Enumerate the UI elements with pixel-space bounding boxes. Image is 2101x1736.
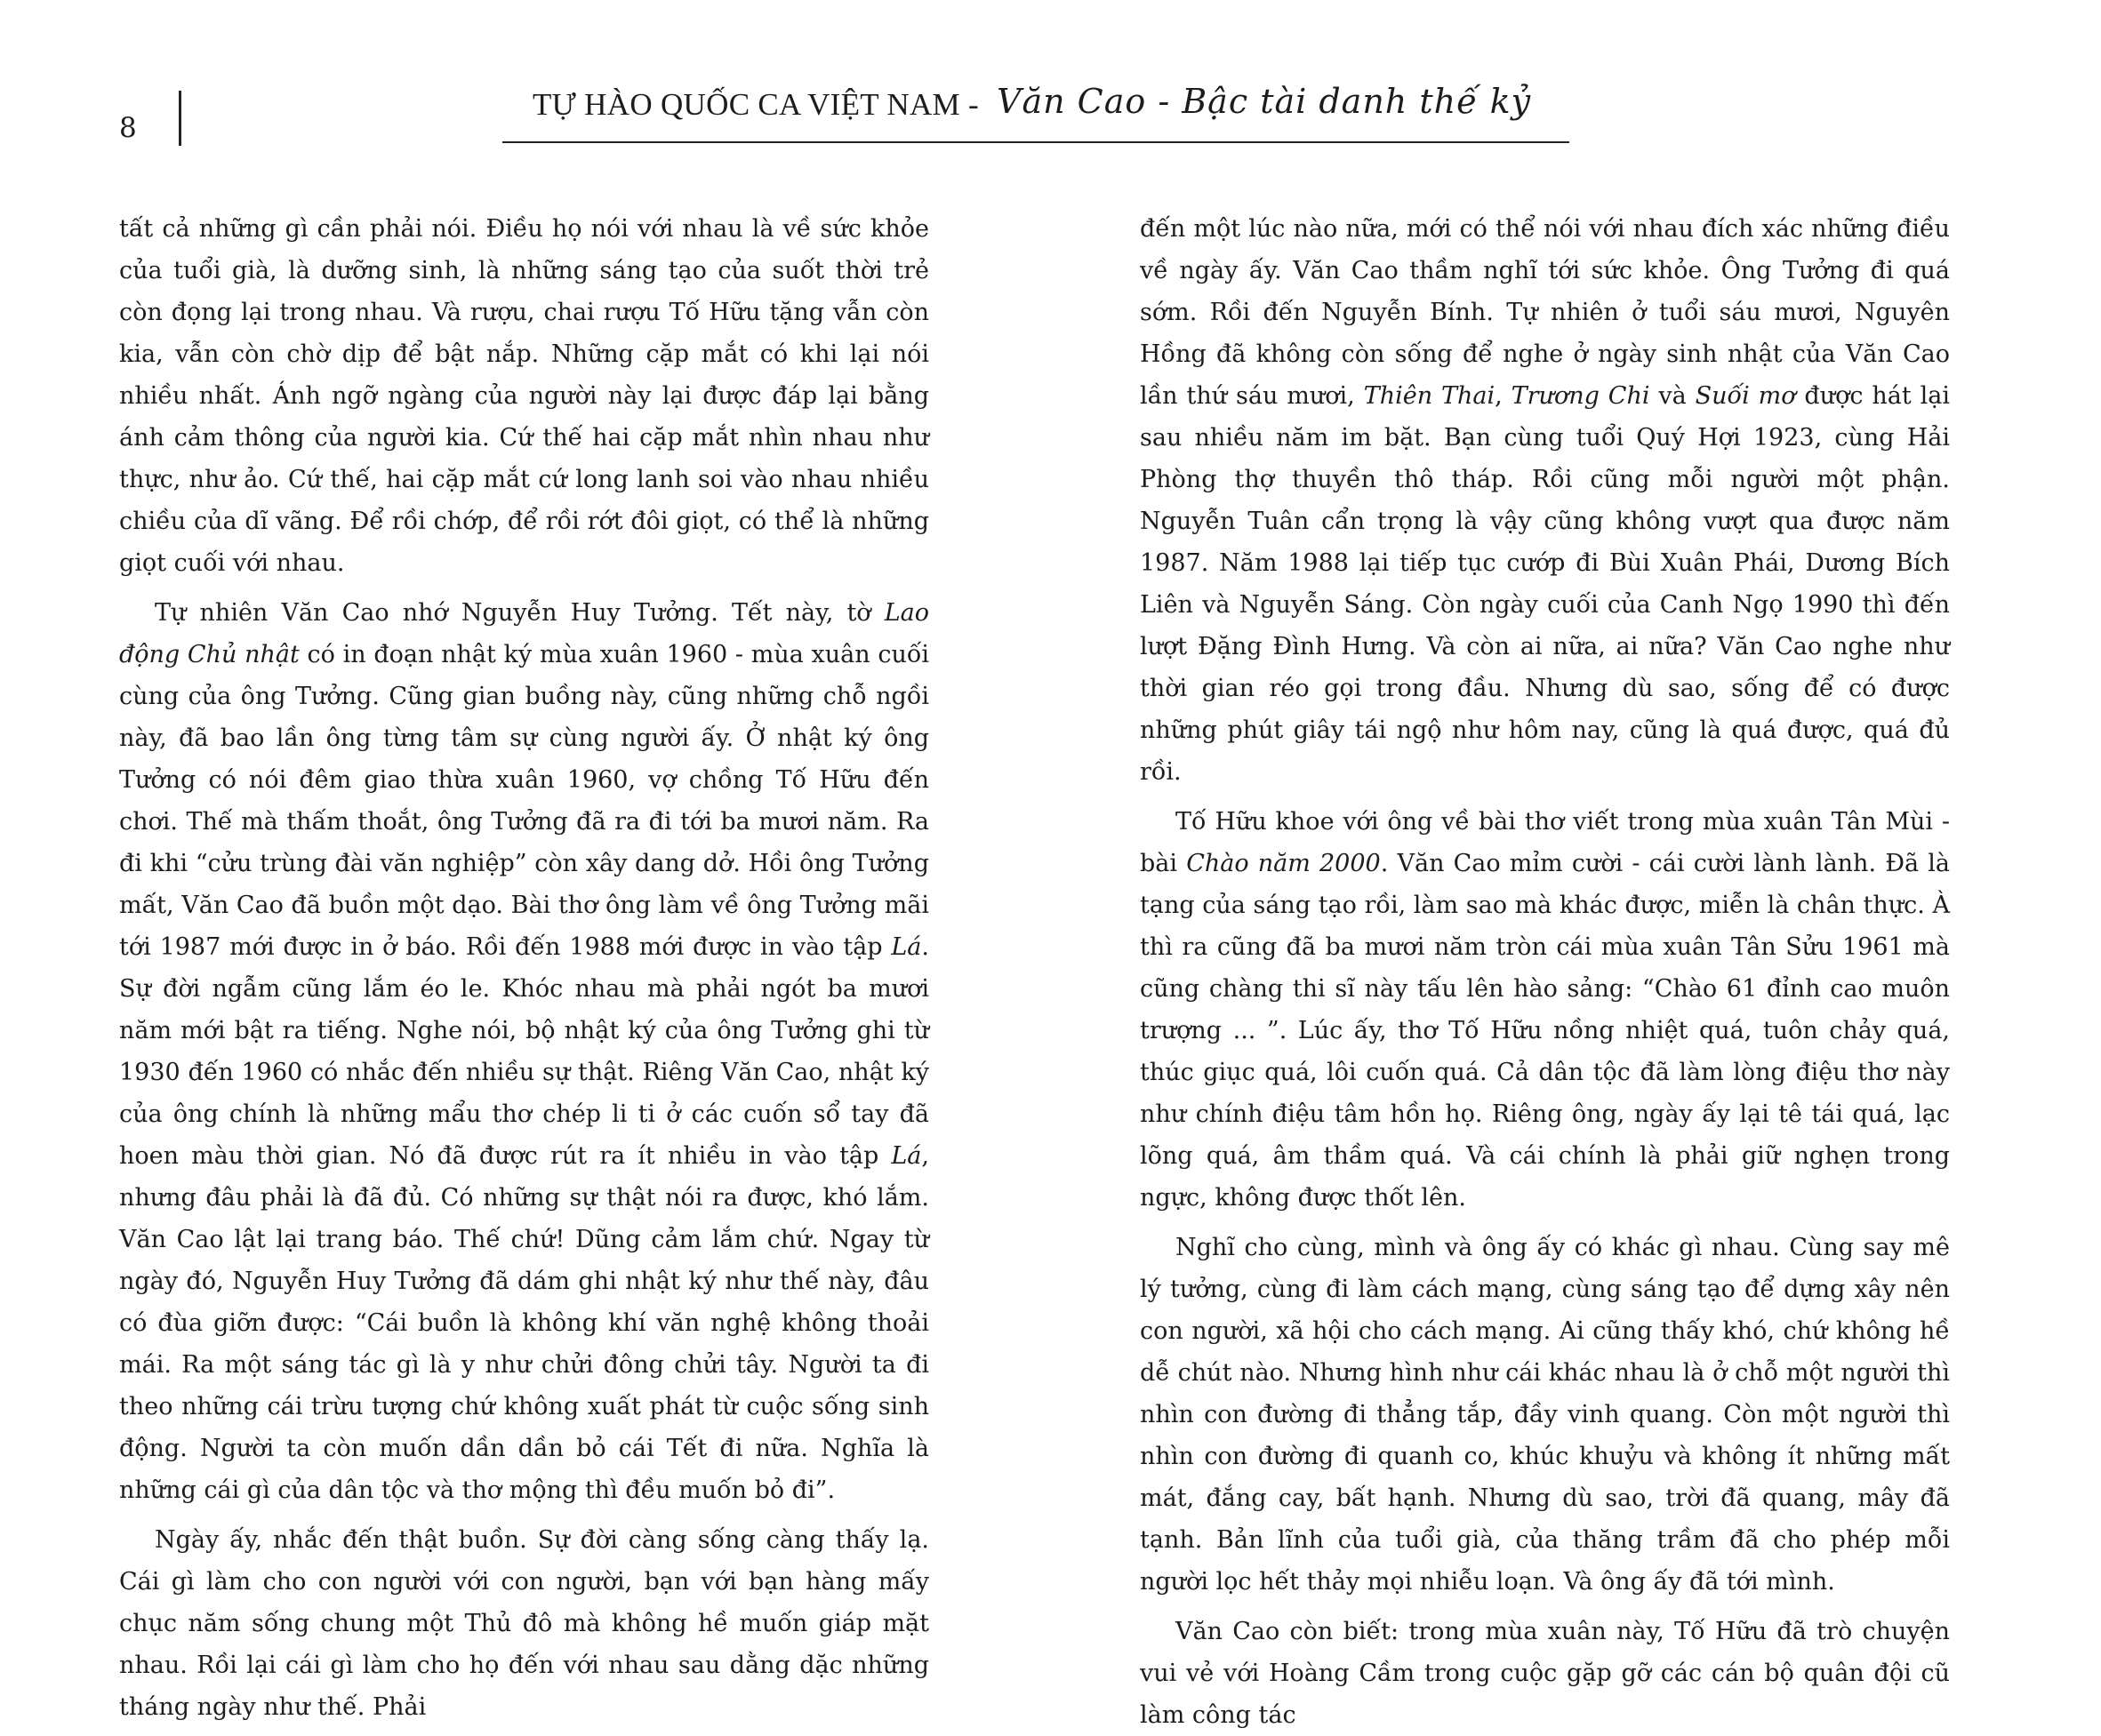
paragraph-text: có in đoạn nhật ký mùa xuân 1960 - mùa xuân cuối cùng của ông Tưởng. Cũng gian buồng này, cũng những chỗ ngồi này, đã bao lần ông từng tâm sự cùng người ấy. Ở nhật ký ông Tưởng có nói đêm giao thừa xuân 1960, vợ chồng Tố Hữu đến chơi. Thế mà thấm thoắt, ông Tưởng đã ra đi tới ba mươi năm. Ra đi khi “cửu trùng đài văn nghiệp” còn xây dang dở. Hồi ông Tưởng mất, Văn Cao đã buồn một dạo. Bài thơ ông làm về ông Tưởng mãi tới 1987 mới được in ở báo. Rồi đến 1988 mới được in vào tập	[119, 641, 930, 961]
header-subtitle: Văn Cao - Bậc tài danh thế kỷ	[997, 82, 1532, 121]
page-number-divider	[179, 91, 181, 146]
right-column	[1140, 208, 1950, 1736]
paragraph	[119, 1519, 929, 1728]
running-header	[502, 82, 1569, 144]
paragraph-text: Ngày ấy, nhắc đến thật buồn. Sự đời càng sống càng thấy lạ. Cái gì làm cho con người với con người, bạn với bạn hàng mấy chục năm sống chung một Thủ đô mà không hề muốn giáp mặt nhau. Rồi lại cái gì làm cho họ đến với nhau sau dằng dặc những tháng ngày như thế. Phải	[119, 1526, 929, 1721]
paragraph-text: Nghĩ cho cùng, mình và ông ấy có khác gì nhau. Cùng say mê lý tưởng, cùng đi làm cách mạng, cùng sáng tạo để dựng xây nên con người, xã hội cho cách mạng. Ai cũng thấy khó, chứ không hề dễ chút nào. Nhưng hình như cái khác nhau là ở chỗ một người thì nhìn con đường đi thẳng tắp, đầy vinh quang. Còn một người thì nhìn con đường đi quanh co, khúc khuỷu và không ít những mất mát, đắng cay, bất hạnh. Nhưng dù sao, trời đã quang, mây đã tạnh. Bản lĩnh của tuổi già, của thăng trầm đã cho phép mỗi người lọc hết thảy mọi nhiễu loạn. Và ông ấy đã tới mình.	[1140, 1234, 1950, 1596]
italic-title: Lá	[891, 1142, 922, 1170]
paragraph-text: được hát lại sau nhiều năm im bặt. Bạn cùng tuổi Quý Hợi 1923, cùng Hải Phòng thợ thuyền thô tháp. Rồi cũng mỗi người một phận. Nguyễn Tuân cẩn trọng là vậy cũng không vượt qua được năm 1987. Năm 1988 lại tiếp tục cướp đi Bùi Xuân Phái, Dương Bích Liên và Nguyễn Sáng. Còn ngày cuối của Canh Ngọ 1990 thì đến lượt Đặng Đình Hưng. Và còn ai nữa, ai nữa? Văn Cao nghe như thời gian réo gọi trong đầu. Nhưng dù sao, sống để có được những phút giây tái ngộ như hôm nay, cũng là quá được, quá đủ rồi.	[1140, 382, 1951, 786]
header-rule	[502, 141, 1569, 143]
paragraph-text: Tự nhiên Văn Cao nhớ Nguyễn Huy Tưởng. Tết này, tờ	[155, 599, 885, 627]
paragraph-text: tất cả những gì cần phải nói. Điều họ nói với nhau là về sức khỏe của tuổi già, là dưỡng sinh, là những sáng tạo của suốt thời trẻ còn đọng lại trong nhau. Và rượu, chai rượu Tố Hữu tặng vẫn còn kia, vẫn còn chờ dịp để bật nắp. Những cặp mắt có khi lại nói nhiều nhất. Ánh ngỡ ngàng của người này lại được đáp lại bằng ánh cảm thông của người kia. Cứ thế hai cặp mắt nhìn nhau như thực, như ảo. Cứ thế, hai cặp mắt cứ long lanh soi vào nhau nhiều chiều của dĩ vãng. Để rồi chớp, để rồi rớt đôi giọt, có thể là những giọt cuối với nhau.	[119, 215, 929, 577]
paragraph	[1140, 1227, 1950, 1603]
italic-title: Thiên Thai	[1363, 382, 1496, 410]
header-title: TỰ HÀO QUỐC CA VIỆT NAM -	[533, 87, 979, 122]
paragraph	[119, 208, 929, 584]
page-number: 8	[119, 112, 137, 144]
italic-title: Chào năm 2000	[1186, 850, 1381, 877]
paragraph	[119, 592, 929, 1511]
paragraph-text: và	[1649, 382, 1696, 410]
paragraph-text: Văn Cao còn biết: trong mùa xuân này, Tố Hữu đã trò chuyện vui vẻ với Hoàng Cầm trong cuộc gặp gỡ các cán bộ quân đội cũ làm công tác	[1140, 1618, 1950, 1729]
italic-title: Lao động Chủ nhật	[119, 599, 929, 668]
paragraph	[1140, 208, 1950, 793]
paragraph-text: Tố Hữu khoe với ông về bài thơ viết trong mùa xuân Tân Mùi - bài	[1140, 808, 1950, 877]
paragraph-text: , nhưng đâu phải là đã đủ. Có những sự thật nói ra được, khó lắm. Văn Cao lật lại trang báo. Thế chứ! Dũng cảm lắm chứ. Ngay từ ngày đó, Nguyễn Huy Tưởng đã dám ghi nhật ký như thế này, đâu có đùa giỡn được: “Cái buồn là không khí văn nghệ không thoải mái. Ra một sáng tác gì là y như chửi đông chửi tây. Người ta đi theo những cái trừu tượng chứ không xuất phát từ cuộc sống sinh động. Người ta còn muốn dần dần bỏ cái Tết đi nữa. Nghĩa là những cái gì của dân tộc và thơ mộng thì đều muốn bỏ đi”.	[119, 1142, 929, 1504]
left-column	[119, 208, 929, 1728]
paragraph	[1140, 1611, 1950, 1736]
paragraph-text: đến một lúc nào nữa, mới có thể nói với nhau đích xác những điều về ngày ấy. Văn Cao thầm nghĩ tới sức khỏe. Ông Tưởng đi quá sớm. Rồi đến Nguyễn Bính. Tự nhiên ở tuổi sáu mươi, Nguyên Hồng đã không còn sống để nghe ở ngày sinh nhật của Văn Cao lần thứ sáu mươi,	[1140, 215, 1950, 410]
paragraph-text: . Văn Cao mỉm cười - cái cười lành lành. Đã là tạng của sáng tạo rồi, làm sao mà khác được, miễn là chân thực. À thì ra cũng đã ba mươi năm tròn cái mùa xuân Tân Sửu 1961 mà cũng chàng thi sĩ này tấu lên hào sảng: “Chào 61 đỉnh cao muôn trượng ... ”. Lúc ấy, thơ Tố Hữu nồng nhiệt quá, tuôn chảy quá, thúc giục quá, lôi cuốn quá. Cả dân tộc đã làm lòng điệu thơ này như chính điệu tâm hồn họ. Riêng ông, ngày ấy lại tê tái quá, lạc lõng quá, âm thầm quá. Và cái chính là phải giữ nghẹn trong ngực, không được thốt lên.	[1140, 850, 1950, 1212]
italic-title: Lá	[891, 933, 922, 961]
italic-title: Trương Chi	[1511, 382, 1650, 410]
paragraph	[1140, 801, 1950, 1219]
paragraph-text: . Sự đời ngẫm cũng lắm éo le. Khóc nhau mà phải ngót ba mươi năm mới bật ra tiếng. Nghe nói, bộ nhật ký của ông Tưởng ghi từ 1930 đến 1960 có nhắc đến nhiều sự thật. Riêng Văn Cao, nhật ký của ông chính là những mẩu thơ chép li ti ở các cuốn sổ tay đã hoen màu thời gian. Nó đã được rút ra ít nhiều in vào tập	[119, 933, 929, 1170]
italic-title: Suối mơ	[1695, 382, 1796, 410]
paragraph-text: ,	[1495, 382, 1512, 410]
